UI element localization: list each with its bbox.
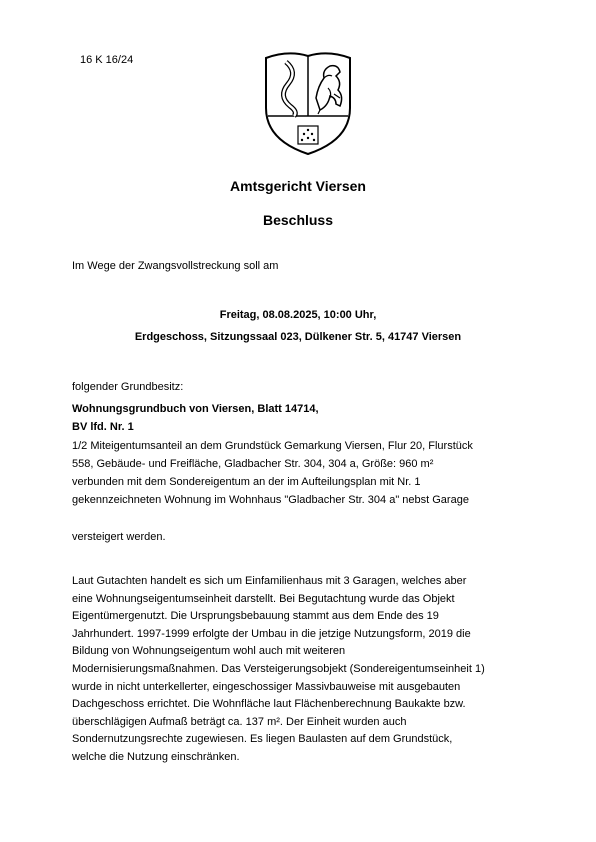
bv-number: BV lfd. Nr. 1 <box>72 421 134 433</box>
text-line: Laut Gutachten handelt es sich um Einfamilienhaus mit 3 Garagen, welches aber <box>72 575 467 587</box>
text-line: Sondernutzungsrechte zugewiesen. Es liegen Baulasten auf dem Grundstück, <box>72 733 453 746</box>
nrw-coat-of-arms-icon <box>258 48 358 158</box>
appointment-location: Erdgeschoss, Sitzungssaal 023, Dülkener Str. 5, 41747 Viersen <box>134 331 462 343</box>
text-line: 558, Gebäude- und Freifläche, Gladbacher Str. 304, 304 a, Größe: 960 m² <box>72 458 434 470</box>
text-line: verbunden mit dem Sondereigentum an der im Aufteilungsplan mit Nr. 1 <box>72 476 421 488</box>
appointment-date-time: Freitag, 08.08.2025, 10:00 Uhr, <box>219 309 377 321</box>
appraisal-paragraph <box>72 573 485 767</box>
text-line: Bildung von Wohnungseigentum wohl auch mit weiteren <box>72 645 346 658</box>
text-line: Modernisierungsmaßnahmen. Das Versteigerungsobjekt (Sondereigentumseinheit 1) <box>72 662 485 675</box>
property-intro: folgender Grundbesitz: <box>72 381 184 393</box>
text-line: eine Wohnungseigentumseinheit darstellt. Bei Begutachtung wurde das Objekt <box>72 592 455 605</box>
land-register-entry: Wohnungsgrundbuch von Viersen, Blatt 14714, <box>72 403 319 415</box>
document-type-heading: Beschluss <box>262 212 334 228</box>
case-number: 16 K 16/24 <box>80 54 134 66</box>
text-line: gekennzeichneten Wohnung im Wohnhaus "Gladbacher Str. 304 a" nebst Garage <box>72 494 469 506</box>
court-name: Amtsgericht Viersen <box>230 178 366 194</box>
intro-text: Im Wege der Zwangsvollstreckung soll am <box>72 260 279 272</box>
text-line: welche die Nutzung einschränken. <box>72 750 240 763</box>
property-description <box>72 437 473 509</box>
auction-statement: versteigert werden. <box>72 531 166 543</box>
text-line: Jahrhundert. 1997-1999 erfolgte der Umbau in die jetzige Nutzungsform, 2019 die <box>72 627 471 640</box>
text-line: überschlägigen Aufmaß beträgt ca. 137 m². Der Einheit wurden auch <box>72 715 407 728</box>
text-line: wurde in nicht unterkellerter, eingeschossiger Massivbauweise mit ausgebauten <box>72 680 461 693</box>
text-line: Eigentümergenutzt. Die Ursprungsbebauung stammt aus dem Ende des 19 <box>72 610 439 623</box>
text-line: Dachgeschoss errichtet. Die Wohnfläche laut Flächenberechnung Baukakte bzw. <box>72 698 466 711</box>
text-line: 1/2 Miteigentumsanteil an dem Grundstück Gemarkung Viersen, Flur 20, Flurstück <box>72 440 473 452</box>
